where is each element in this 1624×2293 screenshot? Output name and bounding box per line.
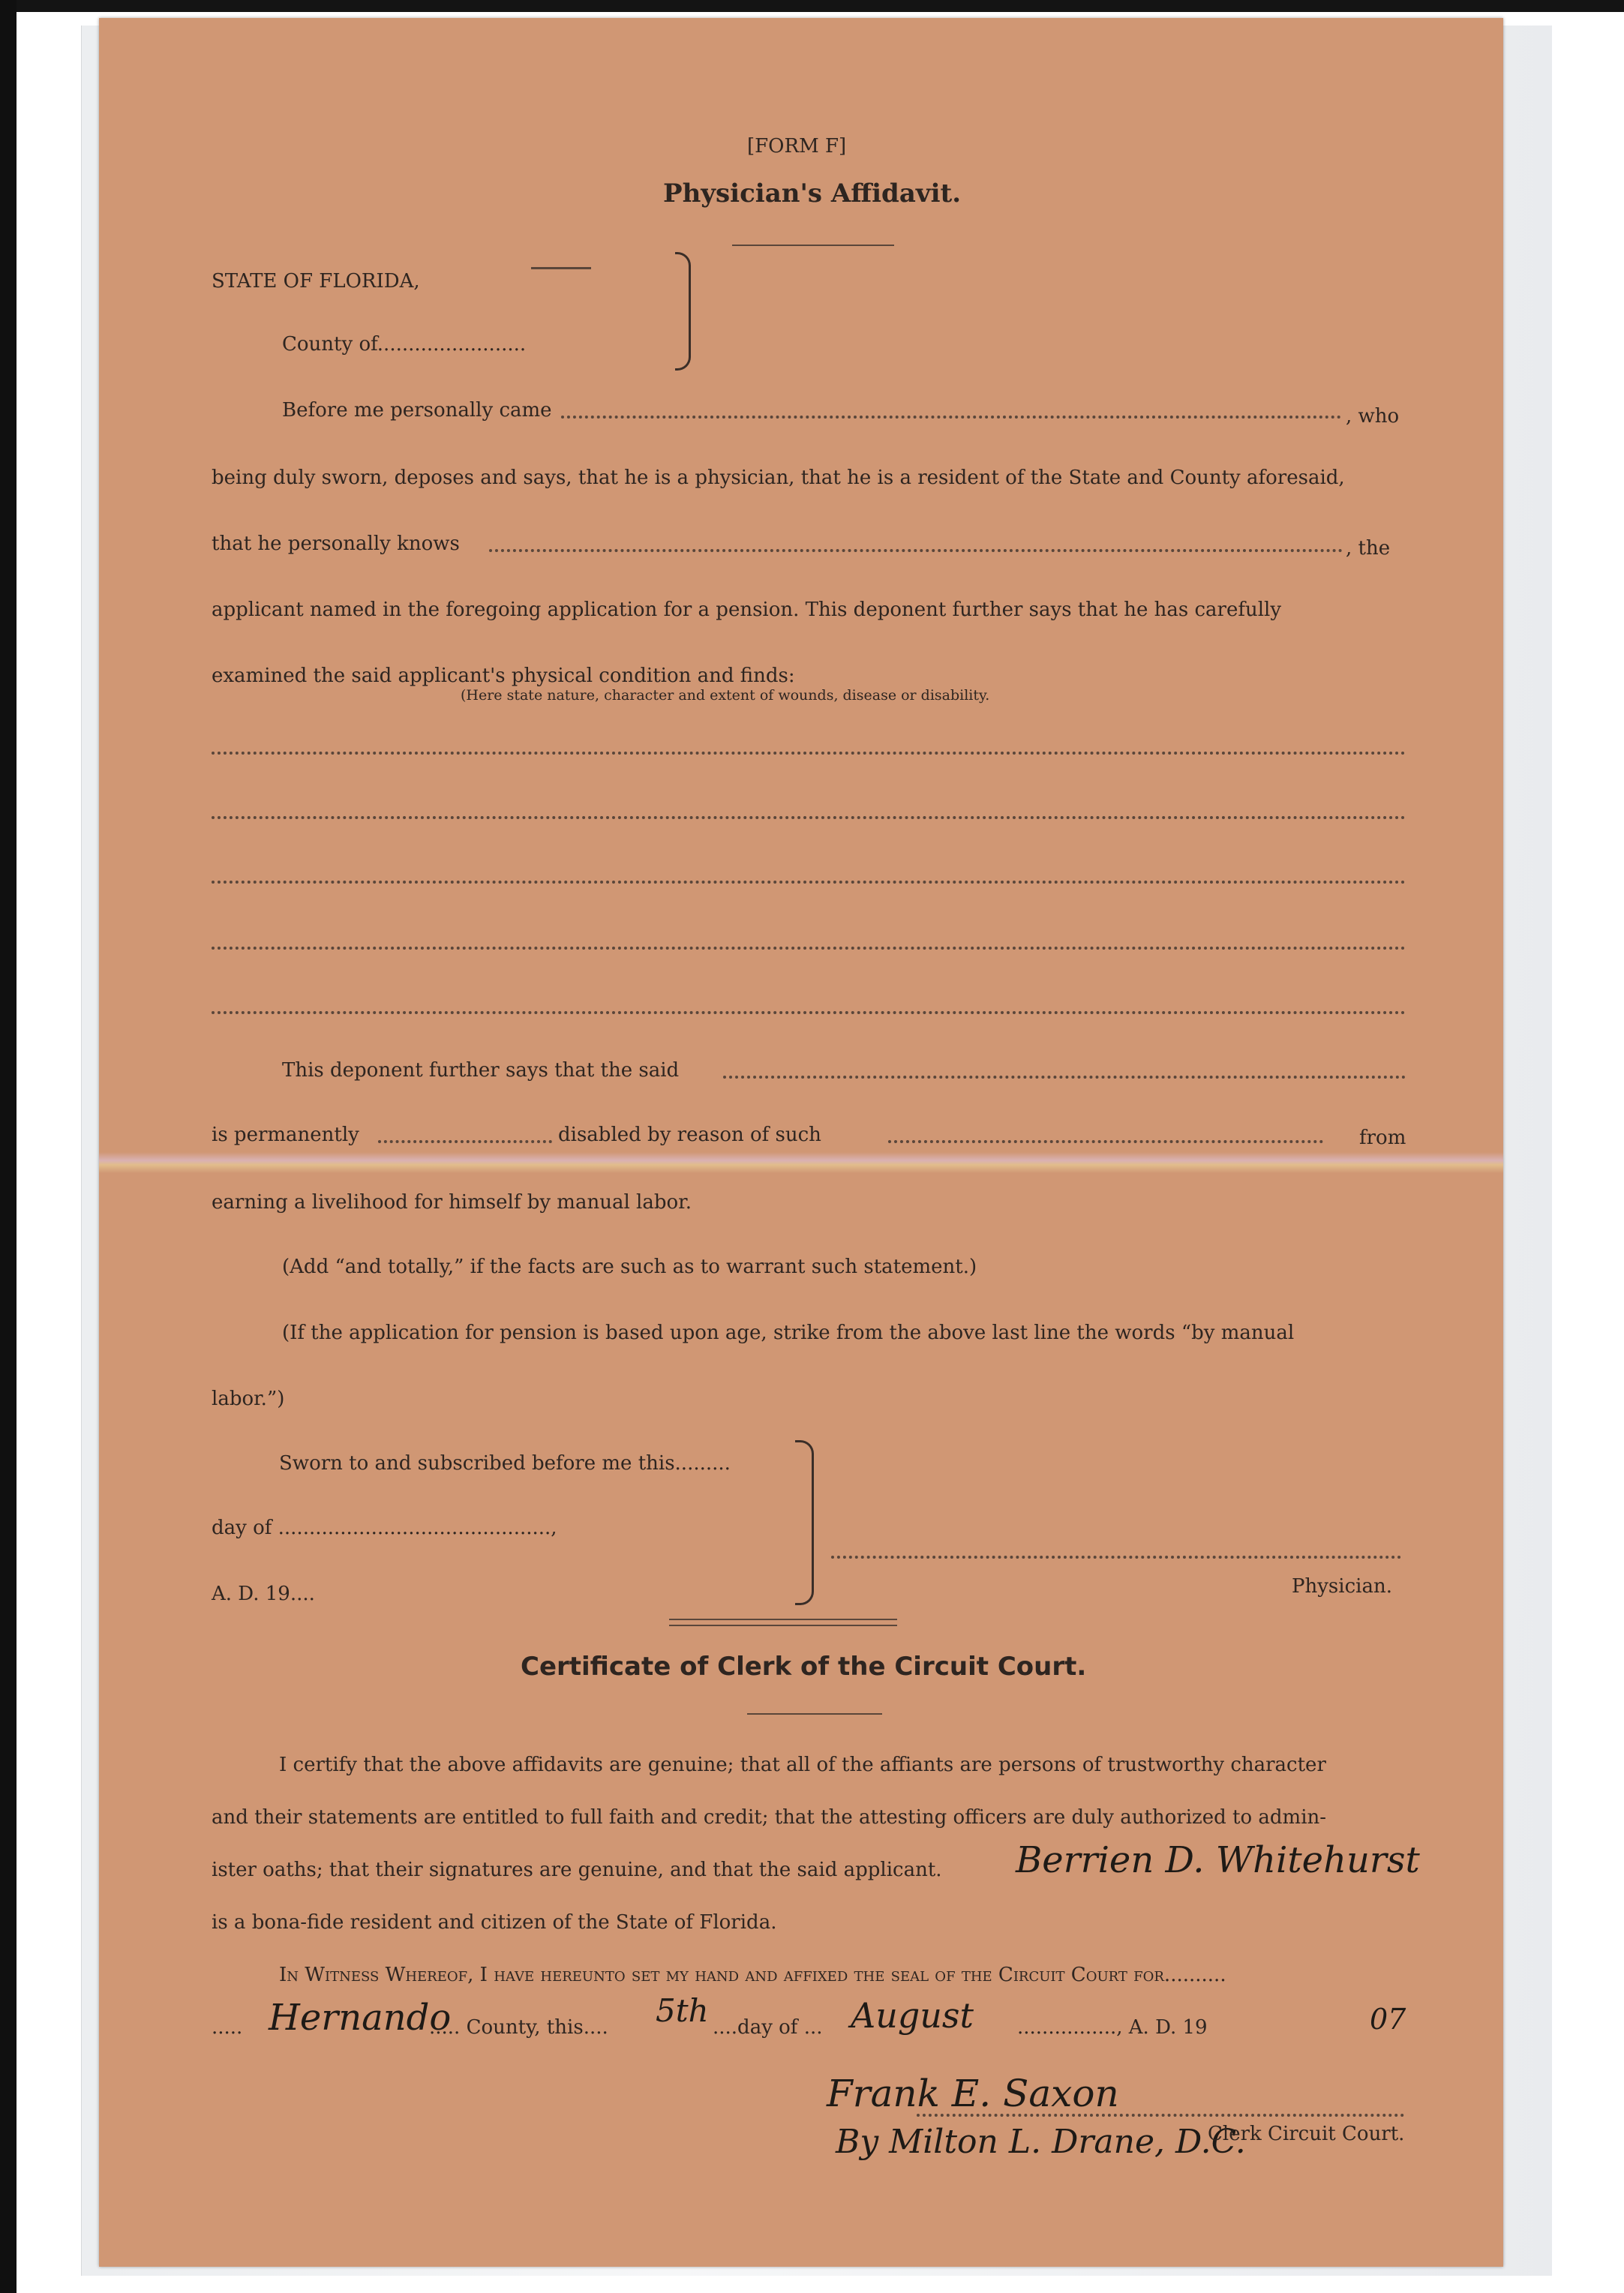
clerk-label: Clerk Circuit Court. — [1208, 2123, 1405, 2145]
para1-line2: being duly sworn, deposes and says, that he is a physician, that he is a resident of the State and County aforesaid, — [212, 467, 1345, 489]
reason-fill — [888, 1140, 1323, 1143]
knows-line-end: , the — [1346, 537, 1391, 560]
certificate-line-2: and their statements are entitled to full faith and credit; that the attesting officers are duly authorized to admin- — [212, 1806, 1327, 1829]
came-line-fill — [561, 416, 1341, 419]
para2-line3: earning a livelihood for himself by manual labor. — [212, 1191, 692, 1214]
applicant-name-handwritten: Berrien D. Whitehurst — [1016, 1839, 1420, 1881]
scan-top-border — [0, 0, 1624, 12]
title-rule — [732, 245, 894, 246]
finding-line-5 — [212, 1011, 1406, 1014]
para2-from: from — [1359, 1127, 1406, 1149]
para2-permanently: is permanently — [212, 1124, 359, 1146]
finding-line-4 — [212, 947, 1406, 950]
witness-line: In Witness Whereof, I have hereunto set my hand and affixed the seal of the Circuit Court for.......... — [279, 1964, 1226, 1986]
state-line: STATE OF FLORIDA, — [212, 270, 420, 293]
came-line-label: Before me personally came — [282, 399, 552, 422]
para1-line5: examined the said applicant's physical condition and finds: — [212, 665, 795, 687]
venue-brace — [675, 252, 691, 371]
permanently-fill — [378, 1140, 552, 1143]
physician-signature-line — [831, 1556, 1401, 1559]
sworn-line-1: Sworn to and subscribed before me this......... — [279, 1452, 731, 1475]
finding-line-1 — [212, 752, 1406, 755]
para1-line4: applicant named in the foregoing application for a pension. This deponent further says that he has carefully — [212, 599, 1282, 621]
county-mid: ..... County, this.... — [429, 2016, 608, 2039]
disability-note: (Here state nature, character and extent of wounds, disease or disability. — [461, 687, 990, 704]
deputy-signature: By Milton L. Drane, D.C. — [836, 2123, 1246, 2161]
sworn-line-3: A. D. 19.... — [212, 1583, 315, 1605]
month-handwritten: August — [851, 1995, 974, 2036]
came-line-end: , who — [1346, 405, 1400, 428]
day-of-label: ....day of ... — [713, 2016, 823, 2039]
certificate-line-4: is a bona-fide resident and citizen of the State of Florida. — [212, 1911, 777, 1934]
certificate-line-1: I certify that the above affidavits are genuine; that all of the affiants are persons of trustworthy character — [279, 1754, 1326, 1776]
section-rule-bottom — [669, 1625, 897, 1626]
knows-line-label: that he personally knows — [212, 533, 460, 555]
finding-line-3 — [212, 881, 1406, 884]
said-line-fill — [723, 1076, 1406, 1079]
para2-disabled: disabled by reason of such — [558, 1124, 821, 1146]
fold-crease — [99, 1152, 1503, 1173]
sworn-line-2: day of ............................................, — [212, 1517, 557, 1539]
sworn-brace — [795, 1440, 814, 1605]
state-dash — [531, 267, 591, 269]
scan-left-border — [0, 0, 17, 2293]
county-prefix: ..... — [212, 2016, 243, 2039]
year-handwritten: 07 — [1370, 2003, 1406, 2036]
page-title: Physician's Affidavit. — [663, 179, 962, 209]
section-rule-top — [669, 1619, 897, 1620]
note-age-2: labor.”) — [212, 1388, 285, 1410]
physician-label: Physician. — [1292, 1575, 1392, 1598]
year-prefix: ................, A. D. 19 — [1017, 2016, 1208, 2039]
affidavit-page — [99, 18, 1503, 2267]
certificate-line-3: ister oaths; that their signatures are genuine, and that the said applicant. — [212, 1859, 942, 1881]
clerk-signature: Frank E. Saxon — [827, 2072, 1119, 2115]
certificate-title: Certificate of Clerk of the Circuit Court. — [521, 1652, 1087, 1682]
certificate-rule — [747, 1713, 882, 1715]
form-label: [FORM F] — [747, 135, 847, 158]
knows-line-fill — [489, 549, 1343, 552]
county-line: County of........................ — [282, 333, 527, 356]
day-handwritten: 5th — [656, 1992, 709, 2029]
finding-line-2 — [212, 816, 1406, 819]
county-name-handwritten: Hernando — [269, 1997, 452, 2039]
note-totally: (Add “and totally,” if the facts are such as to warrant such statement.) — [282, 1256, 977, 1278]
para2-line1: This deponent further says that the said — [282, 1059, 680, 1082]
note-age-1: (If the application for pension is based upon age, strike from the above last line the words “by manual — [282, 1322, 1295, 1344]
